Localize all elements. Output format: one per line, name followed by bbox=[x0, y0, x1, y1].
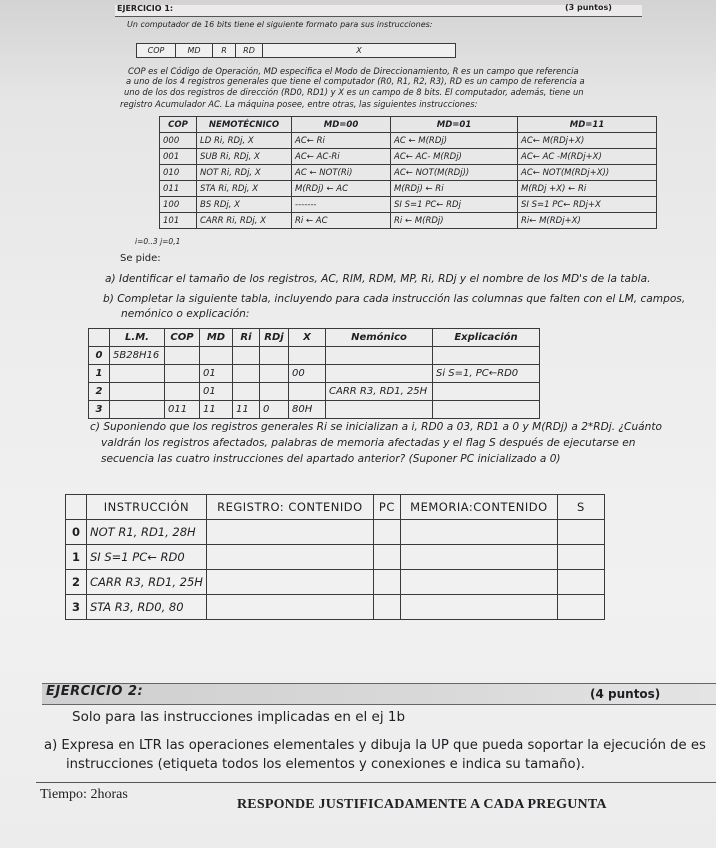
exec-registro-cell[interactable] bbox=[206, 595, 373, 620]
isa-header-row bbox=[160, 117, 657, 133]
exec-header-s: S bbox=[557, 495, 604, 520]
question-c-line2: valdrán los registros afectados, palabras de memoria afectadas y el flag S después de ejecutarse en bbox=[101, 437, 636, 449]
exec-memoria-cell[interactable] bbox=[400, 570, 557, 595]
lm-row-number: 3 bbox=[89, 401, 110, 419]
lm-cell bbox=[289, 347, 326, 365]
isa-cell: SUB Ri, RDj, X bbox=[197, 149, 292, 165]
lm-cell bbox=[110, 401, 165, 419]
isa-cell: AC← AC-Ri bbox=[292, 149, 391, 165]
format-rd: RD bbox=[236, 44, 263, 57]
exec-row bbox=[66, 570, 605, 595]
isa-cell: 101 bbox=[160, 213, 197, 229]
exec-registro-cell[interactable] bbox=[206, 570, 373, 595]
exec-instruction: SI S=1 PC← RD0 bbox=[87, 545, 207, 570]
ex1-points: (3 puntos) bbox=[565, 3, 612, 12]
isa-cell: NOT Ri, RDj, X bbox=[197, 165, 292, 181]
footer-note: RESPONDE JUSTIFICADAMENTE A CADA PREGUNTA bbox=[237, 797, 607, 812]
isa-header-cop: COP bbox=[160, 117, 197, 133]
lm-cell bbox=[165, 347, 200, 365]
isa-row bbox=[160, 149, 657, 165]
lm-header-num bbox=[89, 329, 110, 347]
format-r: R bbox=[213, 44, 236, 57]
ex2-subtitle: Solo para las instrucciones implicadas en el ej 1b bbox=[72, 709, 406, 725]
instruction-format bbox=[136, 43, 456, 58]
isa-header-md00: MD=00 bbox=[292, 117, 391, 133]
lm-header-lm: L.M. bbox=[110, 329, 165, 347]
isa-cell: M(RDj) ← AC bbox=[292, 181, 391, 197]
ex1-desc-4: registro Acumulador AC. La máquina posee, entre otras, las siguientes instrucciones: bbox=[120, 99, 478, 109]
ex2-question-a-line2: instrucciones (etiqueta todos los elementos y conexiones e indica su tamaño). bbox=[66, 757, 585, 772]
isa-cell: AC← AC- M(RDj) bbox=[391, 149, 518, 165]
exec-row-number: 0 bbox=[66, 520, 87, 545]
format-x: X bbox=[356, 46, 362, 55]
isa-cell: CARR Ri, RDj, X bbox=[197, 213, 292, 229]
exec-pc-cell[interactable] bbox=[373, 545, 400, 570]
ex1-intro: Un computador de 16 bits tiene el siguiente formato para sus instrucciones: bbox=[127, 20, 433, 29]
ex1-desc-3: uno de los dos registros de dirección (RD0, RD1) y X es un campo de 8 bits. El computador, además, tiene un bbox=[124, 87, 584, 97]
lm-cell bbox=[110, 365, 165, 383]
lm-cell bbox=[260, 383, 289, 401]
isa-cell: 000 bbox=[160, 133, 197, 149]
isa-cell: SI S=1 PC← RDj+X bbox=[518, 197, 657, 213]
exec-registro-cell[interactable] bbox=[206, 545, 373, 570]
lm-header-rdj: RDj bbox=[260, 329, 289, 347]
lm-row-number: 2 bbox=[89, 383, 110, 401]
lm-cell: Si S=1, PC←RD0 bbox=[433, 365, 540, 383]
lm-cell bbox=[433, 401, 540, 419]
lm-cell bbox=[165, 365, 200, 383]
exec-s-cell[interactable] bbox=[557, 520, 604, 545]
ex2-title: EJERCICIO 2: bbox=[46, 684, 144, 699]
exec-s-cell[interactable] bbox=[557, 570, 604, 595]
isa-cell: AC← M(RDj+X) bbox=[518, 133, 657, 149]
question-a: a) Identificar el tamaño de los registros, AC, RIM, RDM, MP, Ri, RDj y el nombre de los MD's de la tabla. bbox=[105, 273, 651, 285]
ex2-question-a-line1: a) Expresa en LTR las operaciones elementales y dibuja la UP que pueda soportar la ejecución de es bbox=[44, 738, 706, 753]
isa-cell: AC ← M(RDj) bbox=[391, 133, 518, 149]
isa-cell: AC ← NOT(Ri) bbox=[292, 165, 391, 181]
lm-cell bbox=[326, 347, 433, 365]
exec-header-row bbox=[66, 495, 605, 520]
isa-cell: AC← NOT(M(RDj+X)) bbox=[518, 165, 657, 181]
isa-row bbox=[160, 197, 657, 213]
exec-memoria-cell[interactable] bbox=[400, 520, 557, 545]
isa-cell: STA Ri, RDj, X bbox=[197, 181, 292, 197]
lm-header-md: MD bbox=[200, 329, 233, 347]
isa-header-md11: MD=11 bbox=[518, 117, 657, 133]
isa-row bbox=[160, 133, 657, 149]
lm-header-x: X bbox=[289, 329, 326, 347]
lm-cell bbox=[433, 383, 540, 401]
lm-cell bbox=[233, 365, 260, 383]
isa-cell: 010 bbox=[160, 165, 197, 181]
exec-pc-cell[interactable] bbox=[373, 570, 400, 595]
isa-cell: AC← NOT(M(RDj)) bbox=[391, 165, 518, 181]
exec-s-cell[interactable] bbox=[557, 545, 604, 570]
isa-cell: M(RDj) ← Ri bbox=[391, 181, 518, 197]
isa-cell: 001 bbox=[160, 149, 197, 165]
exec-instruction: CARR R3, RD1, 25H bbox=[87, 570, 207, 595]
format-md: MD bbox=[176, 44, 213, 57]
isa-row bbox=[160, 165, 657, 181]
lm-cell: 01 bbox=[200, 365, 233, 383]
lm-header-explicacion: Explicación bbox=[433, 329, 540, 347]
lm-cell bbox=[110, 383, 165, 401]
exec-row-number: 3 bbox=[66, 595, 87, 620]
exec-header-num bbox=[66, 495, 87, 520]
exec-instruction: NOT R1, RD1, 28H bbox=[87, 520, 207, 545]
lm-row-number: 0 bbox=[89, 347, 110, 365]
isa-cell: SI S=1 PC← RDj bbox=[391, 197, 518, 213]
lm-cell bbox=[233, 347, 260, 365]
isa-cell: M(RDj +X) ← Ri bbox=[518, 181, 657, 197]
isa-cell: Ri ← AC bbox=[292, 213, 391, 229]
isa-cell: LD Ri, RDj, X bbox=[197, 133, 292, 149]
isa-row bbox=[160, 213, 657, 229]
exec-instruction: STA R3, RD0, 80 bbox=[87, 595, 207, 620]
exec-header-instruccion: INSTRUCCIÓN bbox=[87, 495, 207, 520]
footer-time: Tiempo: 2horas bbox=[40, 787, 128, 802]
question-c-line3: secuencia las cuatro instrucciones del apartado anterior? (Suponer PC inicializado a 0) bbox=[101, 453, 561, 465]
lm-cell bbox=[200, 347, 233, 365]
exec-memoria-cell[interactable] bbox=[400, 595, 557, 620]
isa-cell: ------- bbox=[292, 197, 391, 213]
indices-note: i=0..3 j=0,1 bbox=[135, 237, 181, 246]
isa-cell: Ri← M(RDj+X) bbox=[518, 213, 657, 229]
isa-cell: BS RDj, X bbox=[197, 197, 292, 213]
exec-row bbox=[66, 595, 605, 620]
exec-header-registro: REGISTRO: CONTENIDO bbox=[206, 495, 373, 520]
ex1-desc-1: COP es el Código de Operación, MD especifica el Modo de Direccionamiento, R es un campo que referencia bbox=[128, 66, 579, 76]
lm-cell: 11 bbox=[233, 401, 260, 419]
lm-cell bbox=[433, 347, 540, 365]
execution-table bbox=[65, 494, 605, 620]
exec-pc-cell[interactable] bbox=[373, 595, 400, 620]
lm-cell: 011 bbox=[165, 401, 200, 419]
ex1-desc-2: a uno de los 4 registros generales que tiene el computador (R0, R1, R2, R3), RD es un campo de referencia a bbox=[126, 76, 585, 86]
lm-cell bbox=[233, 383, 260, 401]
lm-row bbox=[89, 401, 540, 419]
lm-cell bbox=[260, 347, 289, 365]
lm-cell: 0 bbox=[260, 401, 289, 419]
format-cop: COP bbox=[137, 44, 176, 57]
lm-row bbox=[89, 347, 540, 365]
footer-divider bbox=[36, 782, 716, 783]
isa-cell: Ri ← M(RDj) bbox=[391, 213, 518, 229]
lm-cell: 80H bbox=[289, 401, 326, 419]
isa-row bbox=[160, 181, 657, 197]
ex1-title: EJERCICIO 1: bbox=[117, 4, 174, 13]
exec-row bbox=[66, 545, 605, 570]
exec-row-number: 2 bbox=[66, 570, 87, 595]
isa-cell: AC← Ri bbox=[292, 133, 391, 149]
lm-header-row bbox=[89, 329, 540, 347]
isa-table bbox=[159, 116, 657, 229]
lm-cell bbox=[165, 383, 200, 401]
exec-s-cell[interactable] bbox=[557, 595, 604, 620]
ex1-header-bar bbox=[115, 5, 642, 17]
lm-cell bbox=[326, 365, 433, 383]
lm-row bbox=[89, 383, 540, 401]
isa-cell: AC← AC -M(RDj+X) bbox=[518, 149, 657, 165]
isa-cell: 011 bbox=[160, 181, 197, 197]
lm-cell: 00 bbox=[289, 365, 326, 383]
lm-row-number: 1 bbox=[89, 365, 110, 383]
lm-cell bbox=[260, 365, 289, 383]
exec-memoria-cell[interactable] bbox=[400, 545, 557, 570]
lm-header-cop: COP bbox=[165, 329, 200, 347]
se-pide: Se pide: bbox=[120, 253, 161, 264]
lm-cell bbox=[326, 401, 433, 419]
exec-registro-cell[interactable] bbox=[206, 520, 373, 545]
isa-header-nemotecnico: NEMOTÉCNICO bbox=[197, 117, 292, 133]
exec-row-number: 1 bbox=[66, 545, 87, 570]
question-b-line2: nemónico o explicación: bbox=[121, 308, 250, 320]
lm-cell: 01 bbox=[200, 383, 233, 401]
ex2-points: (4 puntos) bbox=[590, 687, 661, 701]
lm-row bbox=[89, 365, 540, 383]
lm-cell: CARR R3, RD1, 25H bbox=[326, 383, 433, 401]
lm-cell: 5B28H16 bbox=[110, 347, 165, 365]
isa-header-md01: MD=01 bbox=[391, 117, 518, 133]
lm-table bbox=[88, 328, 540, 419]
lm-cell bbox=[289, 383, 326, 401]
question-b-line1: b) Completar la siguiente tabla, incluyendo para cada instrucción las columnas que falten con el LM, campos, bbox=[103, 293, 686, 305]
isa-cell: 100 bbox=[160, 197, 197, 213]
exec-row bbox=[66, 520, 605, 545]
lm-header-ri: Ri bbox=[233, 329, 260, 347]
exec-header-pc: PC bbox=[373, 495, 400, 520]
question-c-line1: c) Suponiendo que los registros generales Ri se inicializan a i, RD0 a 03, RD1 a 0 y M(RDj) a 2*RDj. ¿Cuánto bbox=[90, 421, 663, 433]
lm-header-nemonico: Nemónico bbox=[326, 329, 433, 347]
exec-header-memoria: MEMORIA:CONTENIDO bbox=[400, 495, 557, 520]
exec-pc-cell[interactable] bbox=[373, 520, 400, 545]
lm-cell: 11 bbox=[200, 401, 233, 419]
